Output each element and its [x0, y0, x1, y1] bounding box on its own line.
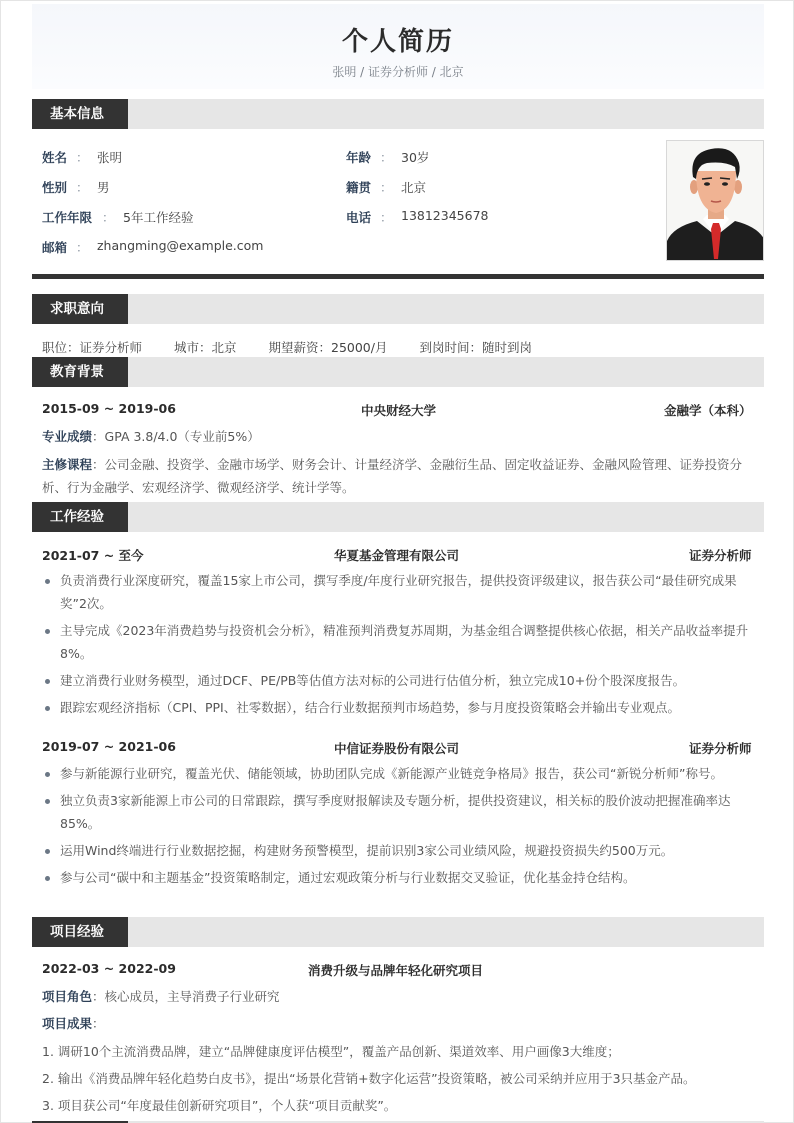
project-result-item: 3. 项目获公司“年度最佳创新研究项目”，个人获“项目贡献奖”。 — [42, 1098, 397, 1113]
work-company: 华夏基金管理有限公司 — [334, 548, 460, 563]
work-company: 中信证券股份有限公司 — [334, 741, 460, 756]
years-label: 工作年限 — [42, 210, 93, 225]
courses-label: 主修课程 — [42, 457, 93, 472]
education-school: 中央财经大学 — [361, 403, 437, 418]
section-title: 教育背景 — [32, 357, 128, 387]
section-title: 求职意向 — [32, 294, 128, 324]
project-result-item: 1. 调研10个主流消费品牌，建立“品牌健康度评估模型”，覆盖产品创新、渠道效率、用户画像3大维度； — [42, 1044, 620, 1059]
origin-value: 北京 — [401, 180, 427, 195]
colon: ： — [380, 150, 393, 165]
email-value[interactable]: zhangming@example.com — [97, 238, 264, 253]
colon: ： — [380, 180, 393, 195]
project-name: 消费升级与品牌年轻化研究项目 — [308, 963, 484, 978]
section-title: 工作经验 — [32, 502, 128, 532]
intent-city: 城市：北京 — [174, 340, 237, 355]
origin-label: 籍贯 — [346, 180, 372, 195]
avatar-photo-icon — [667, 141, 764, 261]
education-major: 金融学（本科） — [664, 403, 752, 418]
education-courses — [42, 453, 757, 499]
role-label: 项目角色 — [42, 989, 93, 1004]
section-header-intent — [32, 294, 764, 324]
section-title: 基本信息 — [32, 99, 128, 129]
section-divider — [32, 274, 764, 279]
gpa-value: ：GPA 3.8/4.0（专业前5%） — [92, 429, 260, 444]
resume-header — [32, 4, 764, 89]
age-label: 年龄 — [346, 150, 372, 165]
phone-label: 电话 — [346, 210, 372, 225]
intent-salary: 期望薪资：25000/月 — [268, 340, 388, 355]
intent-position: 职位：证券分析师 — [42, 340, 143, 355]
colon: ： — [76, 180, 89, 195]
section-title: 项目经验 — [32, 917, 128, 947]
years-value: 5年工作经验 — [123, 210, 194, 225]
gender-value: 男 — [97, 180, 110, 195]
colon: ： — [380, 210, 393, 225]
education-gpa — [42, 425, 260, 448]
gpa-label: 专业成绩 — [42, 429, 93, 444]
list-item: 负责消费行业深度研究，覆盖15家上市公司，撰写季度/年度行业研究报告，提供投资评级建议，报告获公司“最佳研究成果奖”2次。 — [42, 569, 756, 615]
page-subtitle: 张明 / 证券分析师 / 北京 — [332, 65, 464, 79]
colon: ： — [76, 150, 89, 165]
section-header-basic — [32, 99, 764, 129]
work-title: 证券分析师 — [689, 741, 752, 756]
work-duties-list — [42, 762, 756, 893]
name-label: 姓名 — [42, 150, 68, 165]
results-colon: ： — [92, 1016, 105, 1031]
work-period: 2021-07 ~ 至今 — [42, 548, 144, 563]
list-item: 建立消费行业财务模型，通过DCF、PE/PB等估值方法对标的公司进行估值分析，独立完成10+份个股深度报告。 — [42, 669, 756, 692]
job-intent-row — [42, 338, 560, 356]
project-result-item: 2. 输出《消费品牌年轻化趋势白皮书》，提出“场景化营销+数字化运营”投资策略，被公司采纳并应用于3只基金产品。 — [42, 1071, 696, 1086]
intent-arrival: 到岗时间：随时到岗 — [419, 340, 532, 355]
courses-value: ：公司金融、投资学、金融市场学、财务会计、计量经济学、金融衍生品、固定收益证券、金融风险管理、证券投资分析、行为金融学、宏观经济学、微观经济学、统计学等。 — [42, 457, 743, 495]
role-value: ：核心成员，主导消费子行业研究 — [92, 989, 280, 1004]
work-duties-list — [42, 569, 756, 723]
page-title: 个人简历 — [341, 27, 454, 57]
section-header-project — [32, 917, 764, 947]
colon: ： — [102, 210, 115, 225]
list-item: 运用Wind终端进行行业数据挖掘，构建财务预警模型，提前识别3家公司业绩风险，规避投资损失约500万元。 — [42, 839, 756, 862]
name-value: 张明 — [97, 150, 123, 165]
project-period: 2022-03 ~ 2022-09 — [42, 961, 176, 976]
email-label: 邮箱 — [42, 240, 68, 255]
section-header-work — [32, 502, 764, 532]
list-item: 独立负责3家新能源上市公司的日常跟踪，撰写季度财报解读及专题分析，提供投资建议，相关标的股价波动把握准确率达85%。 — [42, 789, 756, 835]
results-label: 项目成果 — [42, 1016, 93, 1031]
age-value: 30岁 — [401, 150, 430, 165]
phone-value: 13812345678 — [401, 208, 489, 223]
section-header-education — [32, 357, 764, 387]
list-item: 主导完成《2023年消费趋势与投资机会分析》，精准预判消费复苏周期，为基金组合调整提供核心依据，相关产品收益率提升8%。 — [42, 619, 756, 665]
work-title: 证券分析师 — [689, 548, 752, 563]
colon: ： — [76, 240, 89, 255]
work-period: 2019-07 ~ 2021-06 — [42, 739, 176, 754]
avatar — [666, 140, 764, 261]
project-results-heading — [42, 1012, 105, 1035]
project-role — [42, 985, 280, 1008]
education-period: 2015-09 ~ 2019-06 — [42, 401, 176, 416]
list-item: 参与公司“碳中和主题基金”投资策略制定，通过宏观政策分析与行业数据交叉验证，优化基金持仓结构。 — [42, 866, 756, 889]
list-item: 跟踪宏观经济指标（CPI、PPI、社零数据），结合行业数据预判市场趋势，参与月度投资策略会并输出专业观点。 — [42, 696, 756, 719]
list-item: 参与新能源行业研究，覆盖光伏、储能领域，协助团队完成《新能源产业链竞争格局》报告，获公司“新锐分析师”称号。 — [42, 762, 756, 785]
gender-label: 性别 — [42, 180, 68, 195]
